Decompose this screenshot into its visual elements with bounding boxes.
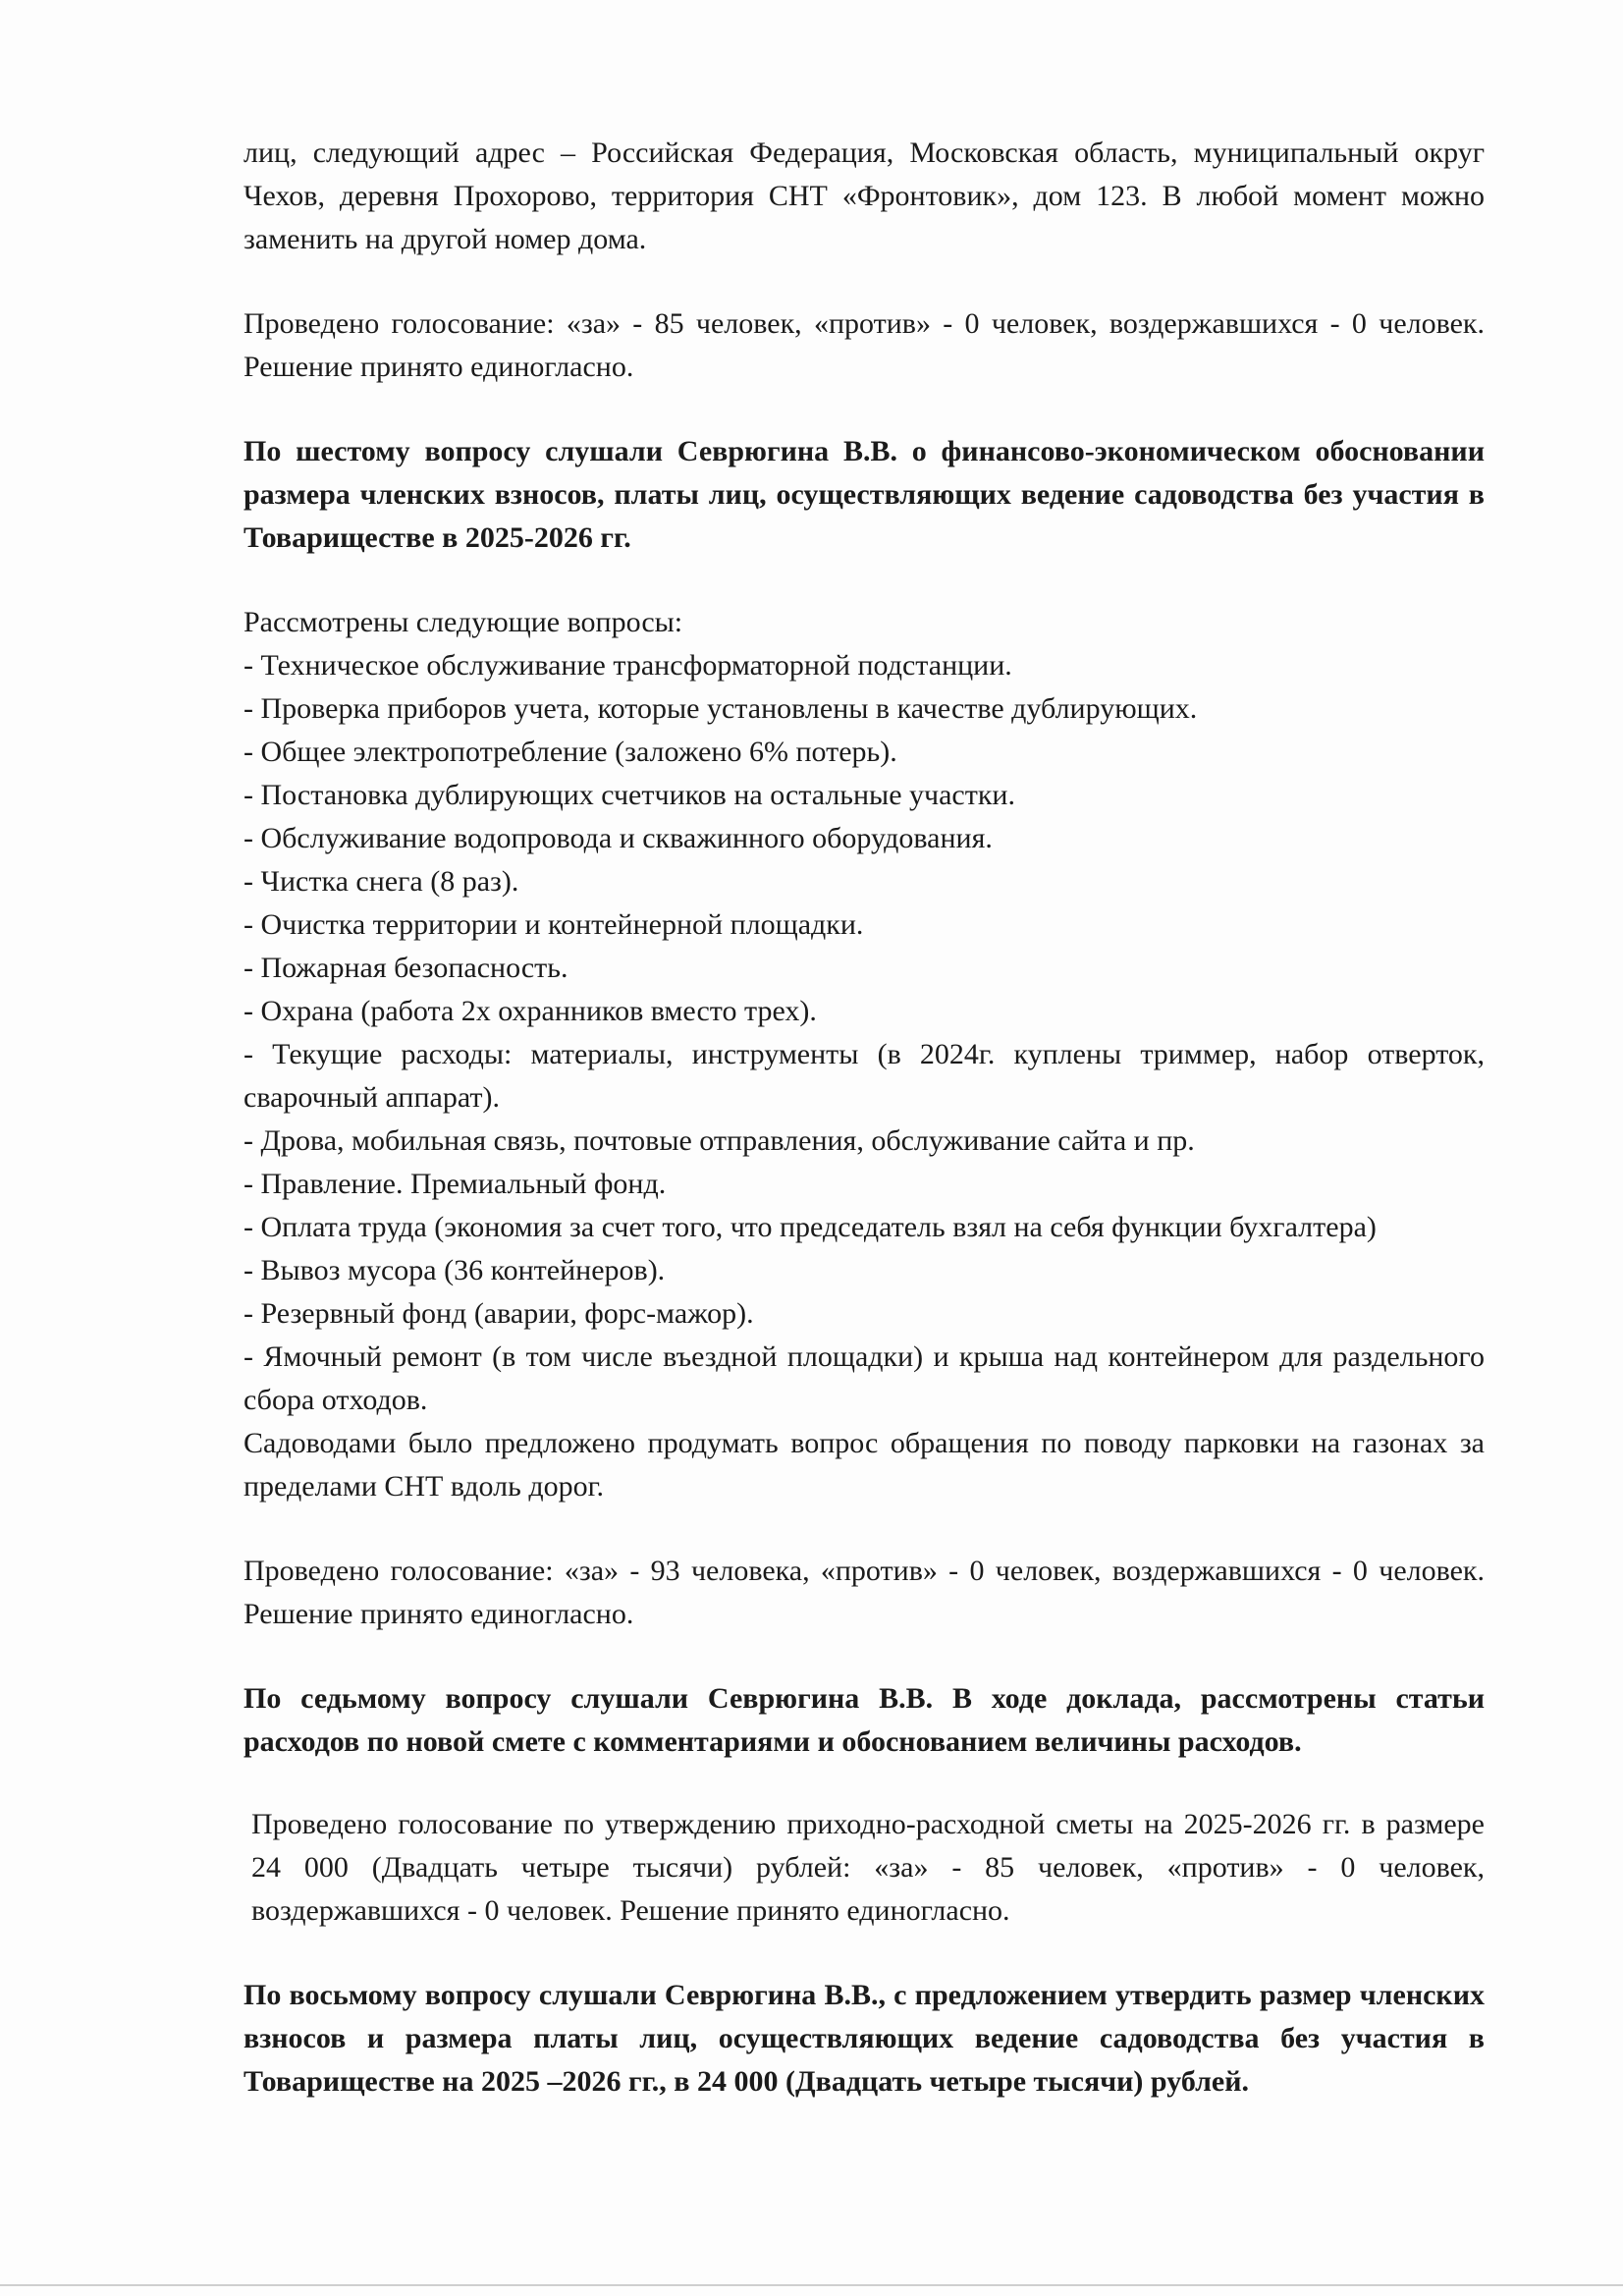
list-item: - Дрова, мобильная связь, почтовые отправления, обслуживание сайта и пр.	[243, 1124, 1195, 1157]
question-6-heading: По шестому вопросу слушали Севрюгина В.В. о финансово-экономическом обосновании размера членских взносов, платы лиц, осуществляющих ведение садоводства без участия в Товариществе в 2025-2026 гг.	[243, 435, 1485, 554]
list-item: - Очистка территории и контейнерной площадки.	[243, 908, 864, 941]
list-item: - Чистка снега (8 раз).	[243, 865, 519, 898]
paragraph-spacer	[243, 1764, 1485, 1803]
paragraph-spacer	[243, 560, 1485, 601]
list-item: - Вывоз мусора (36 контейнеров).	[243, 1254, 666, 1286]
list-item: - Постановка дублирующих счетчиков на остальные участки.	[243, 779, 1015, 811]
list-item: - Общее электропотребление (заложено 6% потерь).	[243, 736, 897, 768]
vote-result-1: Проведено голосование: «за» - 85 человек, «против» - 0 человек, воздержавшихся - 0 человек. Решение принято единогласно.	[243, 307, 1485, 383]
list-item: - Охрана (работа 2х охранников вместо трех).	[243, 995, 817, 1027]
list-item: - Оплата труда (экономия за счет того, что председатель взял на себя функции бухгалтера)	[243, 1211, 1377, 1243]
vote-result-3: Проведено голосование по утверждению приходно-расходной сметы на 2025-2026 гг. в размере 24 000 (Двадцать четыре тысячи) рублей: «за» - 85 человек, «против» - 0 человек, воздержавшихся - 0 человек. Решение принято единогласно.	[251, 1808, 1485, 1927]
list-item: - Техническое обслуживание трансформаторной подстанции.	[243, 649, 1012, 682]
list-item: - Пожарная безопасность.	[243, 952, 568, 984]
list-item: - Правление. Премиальный фонд.	[243, 1168, 667, 1200]
scan-edge-line	[0, 2284, 1623, 2286]
considered-intro: Рассмотрены следующие вопросы:	[243, 606, 683, 638]
question-7-heading: По седьмому вопросу слушали Севрюгина В.В. В ходе доклада, рассмотрены статьи расходов по новой смете с комментариями и обоснованием величины расходов.	[243, 1682, 1485, 1758]
list-item: - Текущие расходы: материалы, инструменты (в 2024г. куплены триммер, набор отверток, сварочный аппарат).	[243, 1038, 1485, 1114]
intro-paragraph: лиц, следующий адрес – Российская Федерация, Московская область, муниципальный округ Чехов, деревня Прохорово, территория СНТ «Фронтовик», дом 123. В любой момент можно заменить на другой номер дома.	[243, 137, 1485, 255]
list-item: - Ямочный ремонт (в том числе въездной площадки) и крыша над контейнером для раздельного сбора отходов.	[243, 1340, 1485, 1416]
list-item: - Проверка приборов учета, которые установлены в качестве дублирующих.	[243, 692, 1198, 725]
paragraph-spacer	[243, 1636, 1485, 1677]
list-item: - Обслуживание водопровода и скважинного оборудования.	[243, 822, 993, 854]
considered-items-list	[243, 644, 1485, 1422]
paragraph-spacer	[243, 261, 1485, 302]
document-body	[243, 132, 1485, 2104]
paragraph-spacer	[243, 1508, 1485, 1550]
list-item: - Резервный фонд (аварии, форс-мажор).	[243, 1297, 754, 1330]
gardeners-proposal: Садоводами было предложено продумать вопрос обращения по поводу парковки на газонах за пределами СНТ вдоль дорог.	[243, 1427, 1485, 1503]
question-8-heading: По восьмому вопросу слушали Севрюгина В.В., с предложением утвердить размер членских взносов и размера платы лиц, осуществляющих ведение садоводства без участия в Товариществе на 2025 –2026 гг., в 24 000 (Двадцать четыре тысячи) рублей.	[243, 1979, 1485, 2098]
paragraph-spacer	[243, 389, 1485, 430]
paragraph-spacer	[243, 1933, 1485, 1974]
vote-result-2: Проведено голосование: «за» - 93 человека, «против» - 0 человек, воздержавшихся - 0 человек. Решение принято единогласно.	[243, 1555, 1485, 1630]
